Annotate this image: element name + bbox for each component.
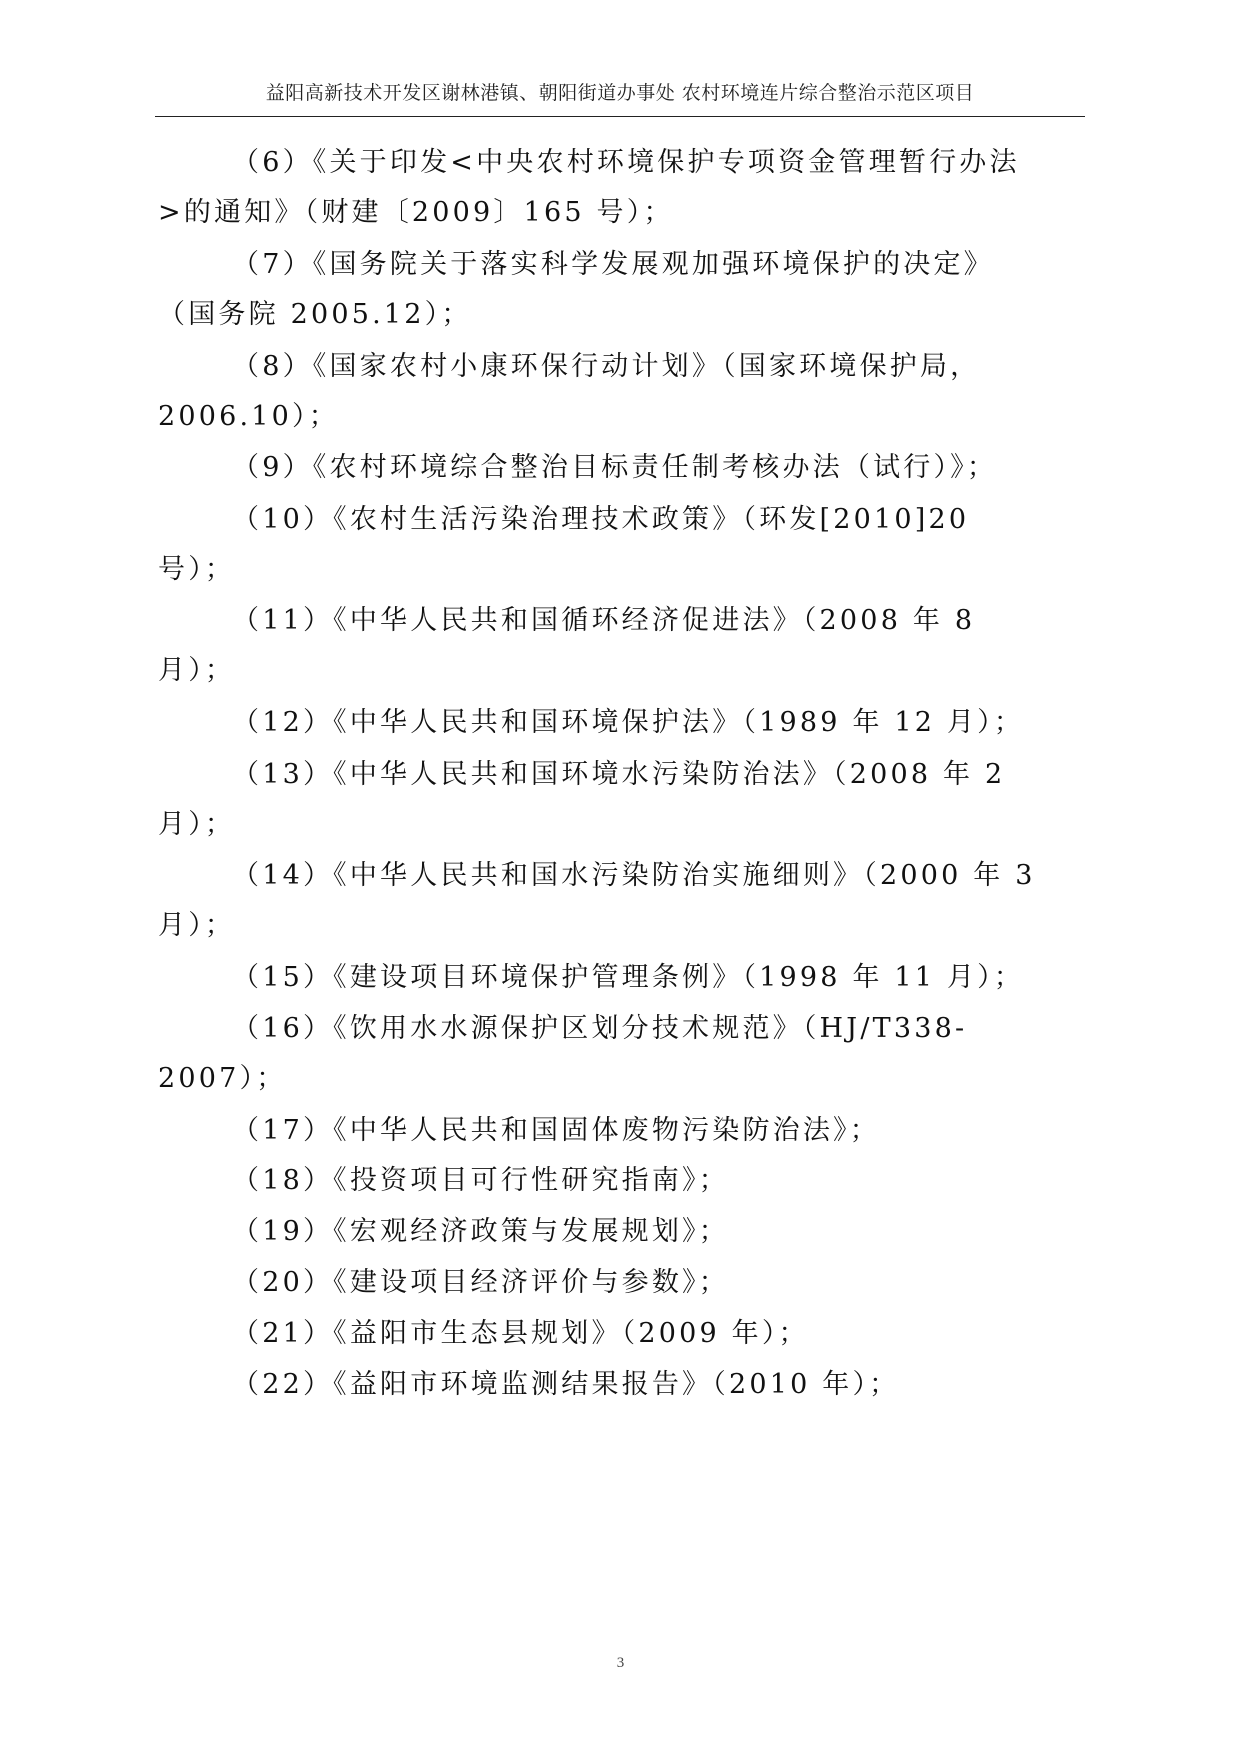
reference-item-7: （7）《国务院关于落实科学发展观加强环境保护的决定》 bbox=[232, 249, 994, 280]
reference-item-11-continued: 月）； bbox=[158, 655, 236, 686]
reference-item-6: （6）《关于印发<中央农村环境保护专项资金管理暂行办法 bbox=[232, 147, 1020, 178]
page-header bbox=[155, 80, 1085, 117]
reference-item-19: （19）《宏观经济政策与发展规划》； bbox=[232, 1216, 729, 1247]
reference-item-8: （8）《国家农村小康环保行动计划》（国家环境保护局， bbox=[232, 351, 981, 382]
reference-item-10: （10）《农村生活污染治理技术政策》（环发[2010]20 bbox=[232, 504, 970, 535]
header-title: 益阳高新技术开发区谢林港镇、朝阳街道办事处 农村环境连片综合整治示范区项目 bbox=[265, 82, 975, 104]
reference-item-22: （22）《益阳市环境监测结果报告》（2010 年）； bbox=[232, 1369, 900, 1400]
reference-item-21: （21）《益阳市生态县规划》（2009 年）； bbox=[232, 1318, 809, 1349]
page-number: 3 bbox=[616, 1655, 625, 1671]
reference-item-13-continued: 月）； bbox=[158, 809, 236, 840]
reference-item-14-continued: 月）； bbox=[158, 910, 236, 941]
reference-item-14: （14）《中华人民共和国水污染防治实施细则》（2000 年 3 bbox=[232, 860, 1036, 891]
reference-item-7-continued: （国务院 2005.12）； bbox=[158, 299, 472, 330]
reference-item-12: （12）《中华人民共和国环境保护法》（1989 年 12 月）； bbox=[232, 707, 1025, 738]
reference-item-20: （20）《建设项目经济评价与参数》； bbox=[232, 1267, 729, 1298]
reference-item-6-continued: >的通知》（财建〔2009〕165 号）； bbox=[158, 197, 674, 228]
reference-item-17: （17）《中华人民共和国固体废物污染防治法》； bbox=[232, 1115, 880, 1146]
reference-item-11: （11）《中华人民共和国循环经济促进法》（2008 年 8 bbox=[232, 605, 976, 636]
reference-item-15: （15）《建设项目环境保护管理条例》（1998 年 11 月）； bbox=[232, 962, 1025, 993]
reference-item-8-continued: 2006.10）； bbox=[158, 401, 339, 432]
reference-item-10-continued: 号）； bbox=[158, 554, 236, 585]
reference-item-13: （13）《中华人民共和国环境水污染防治法》（2008 年 2 bbox=[232, 759, 1006, 790]
reference-item-9: （9）《农村环境综合整治目标责任制考核办法（试行）》； bbox=[232, 452, 998, 483]
reference-item-16-continued: 2007）； bbox=[158, 1063, 287, 1094]
reference-item-18: （18）《投资项目可行性研究指南》； bbox=[232, 1165, 729, 1196]
reference-item-16: （16）《饮用水水源保护区划分技术规范》（HJ/T338- bbox=[232, 1013, 968, 1044]
